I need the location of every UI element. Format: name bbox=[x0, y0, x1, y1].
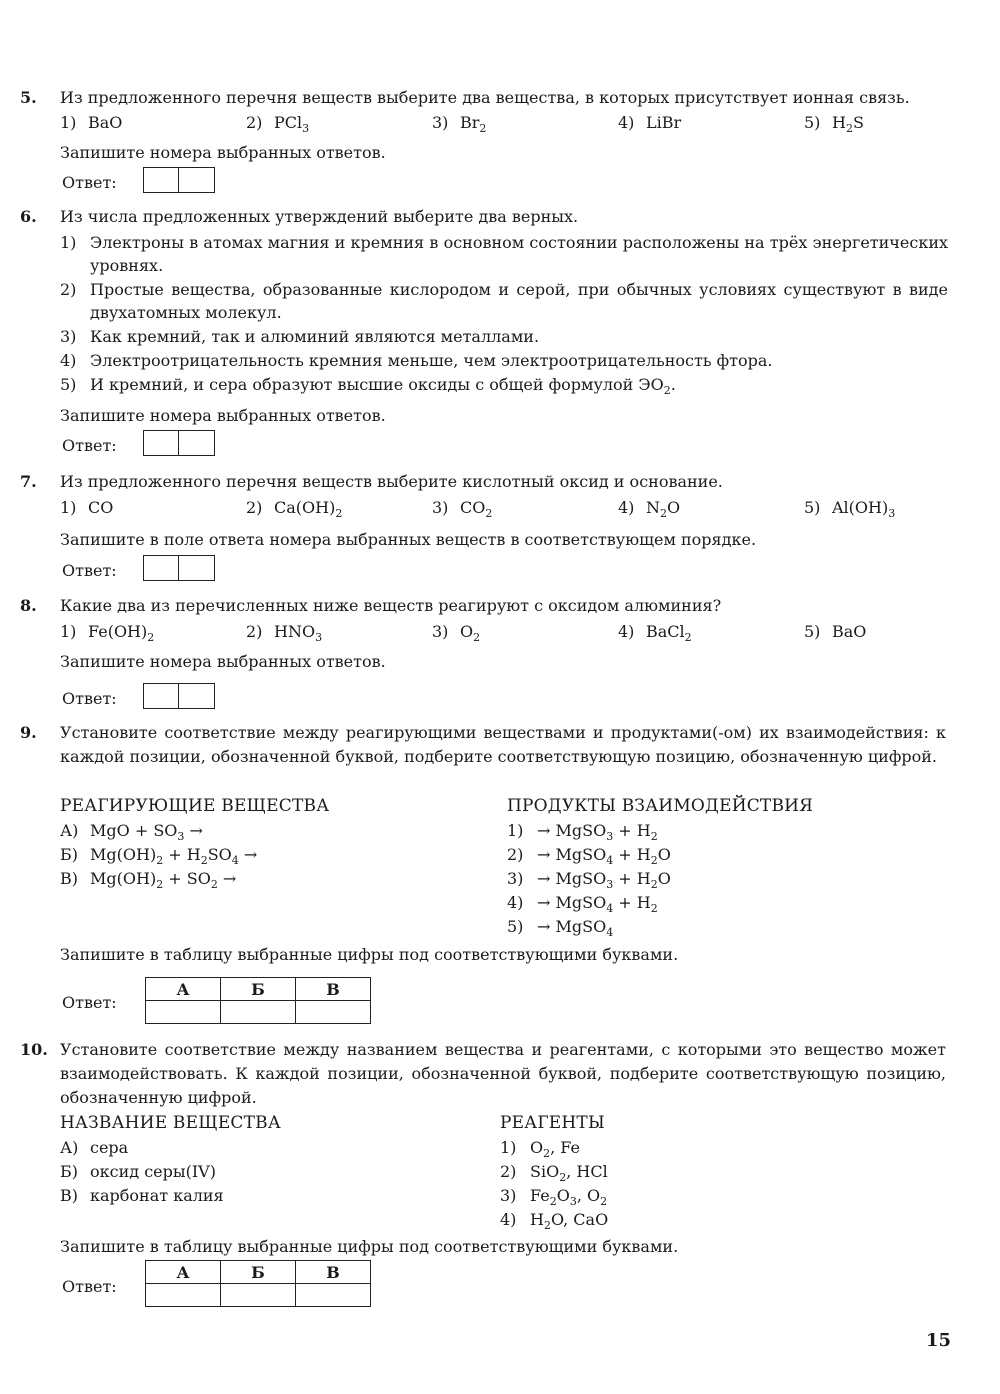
option: 5) BaO bbox=[804, 622, 867, 641]
question-text: Из числа предложенных утверждений выберите два верных. bbox=[60, 207, 579, 226]
answer-table bbox=[145, 977, 371, 1024]
answer-label: Ответ: bbox=[62, 173, 117, 192]
answer-box-1[interactable] bbox=[143, 555, 179, 581]
option: 2) $Ca(OH)_2$ bbox=[246, 498, 343, 520]
instruction: Запишите в поле ответа номера выбранных веществ в соответствующем порядке. bbox=[60, 530, 757, 549]
answer-label: Ответ: bbox=[62, 561, 117, 580]
product-item: 1) → MgSO$_3$ + $H_2$ bbox=[507, 821, 658, 843]
option: 2) $HNO_3$ bbox=[246, 622, 323, 644]
question-text: Какие два из перечисленных ниже веществ реагируют с оксидом алюминия? bbox=[60, 596, 722, 615]
reagent-item: 1) $O_2$, Fe bbox=[500, 1138, 580, 1160]
question-text: Из предложенного перечня веществ выберите два вещества, в которых присутствует ионная связь. bbox=[60, 88, 910, 107]
answer-box-1[interactable] bbox=[143, 683, 179, 709]
option: 5) $H_2S$ bbox=[804, 113, 864, 135]
question-text: Установите соответствие между названием вещества и реагентами, с которыми это вещество может взаимодействовать. К каждой позиции, обозначенной буквой, подберите соответствующую позицию, обозначенную цифрой. bbox=[60, 1040, 946, 1107]
option: 3) $O_2$ bbox=[432, 622, 481, 644]
substance-item: А) сера bbox=[60, 1138, 129, 1157]
answer-cell-b[interactable] bbox=[221, 1001, 296, 1024]
option: 3) $Br_2$ bbox=[432, 113, 487, 135]
question-number: 8. bbox=[20, 596, 37, 615]
answer-box-2[interactable] bbox=[179, 430, 215, 456]
option: 1) BaO bbox=[60, 113, 123, 132]
option: 1) $Fe(OH)_2$ bbox=[60, 622, 155, 644]
answer-box-1[interactable] bbox=[143, 430, 179, 456]
option: 4) LiBr bbox=[618, 113, 682, 132]
substance-item: В) карбонат калия bbox=[60, 1186, 224, 1205]
instruction: Запишите в таблицу выбранные цифры под соответствующими буквами. bbox=[60, 945, 679, 964]
reactant-item: Б) $Mg(OH)_2 + H_2SO_4$ → bbox=[60, 845, 258, 867]
option: 5) $Al(OH)_3$ bbox=[804, 498, 896, 520]
product-item: 4) → MgSO$_4$ + $H_2$ bbox=[507, 893, 658, 915]
product-item: 3) → MgSO$_3$ + $H_2O$ bbox=[507, 869, 671, 891]
question-text: Из предложенного перечня веществ выберите кислотный оксид и основание. bbox=[60, 472, 723, 491]
answer-boxes bbox=[143, 167, 215, 193]
reagent-item: 4) $H_2O$, CaO bbox=[500, 1210, 609, 1232]
answer-boxes bbox=[143, 683, 215, 709]
answer-label: Ответ: bbox=[62, 1277, 117, 1296]
table-header-a: А bbox=[146, 1261, 221, 1284]
left-column-heading: НАЗВАНИЕ ВЕЩЕСТВА bbox=[60, 1113, 281, 1133]
instruction: Запишите номера выбранных ответов. bbox=[60, 406, 386, 425]
statement: 4) Электроотрицательность кремния меньше, чем электроотрицательность фтора. bbox=[60, 351, 773, 370]
answer-box-2[interactable] bbox=[179, 167, 215, 193]
options-row bbox=[60, 111, 950, 135]
substance-item: Б) оксид серы(IV) bbox=[60, 1162, 216, 1181]
statement: 2) Простые вещества, образованные кислородом и серой, при обычных условиях существуют в виде двухатомных молекул. bbox=[60, 280, 948, 322]
answer-box-2[interactable] bbox=[179, 555, 215, 581]
left-column-heading: РЕАГИРУЮЩИЕ ВЕЩЕСТВА bbox=[60, 796, 330, 816]
answer-label: Ответ: bbox=[62, 993, 117, 1012]
statement: 1) Электроны в атомах магния и кремния в основном состоянии расположены на трёх энергетических уровнях. bbox=[60, 233, 948, 275]
answer-label: Ответ: bbox=[62, 689, 117, 708]
question-number: 9. bbox=[20, 723, 37, 742]
answer-box-2[interactable] bbox=[179, 683, 215, 709]
answer-cell-v[interactable] bbox=[296, 1001, 371, 1024]
option: 4) $N_2O$ bbox=[618, 498, 681, 520]
table-header-b: Б bbox=[221, 978, 296, 1001]
instruction: Запишите номера выбранных ответов. bbox=[60, 652, 386, 671]
table-header-b: Б bbox=[221, 1261, 296, 1284]
answer-table bbox=[145, 1260, 371, 1307]
table-header-v: В bbox=[296, 978, 371, 1001]
reagent-item: 2) SiO$_2$, HCl bbox=[500, 1162, 608, 1184]
option: 2) PCl$_3$ bbox=[246, 113, 310, 135]
answer-label: Ответ: bbox=[62, 436, 117, 455]
answer-cell-b[interactable] bbox=[221, 1284, 296, 1307]
answer-box-1[interactable] bbox=[143, 167, 179, 193]
right-column-heading: РЕАГЕНТЫ bbox=[500, 1113, 605, 1133]
answer-boxes bbox=[143, 430, 215, 456]
question-number: 10. bbox=[20, 1040, 48, 1059]
question-number: 5. bbox=[20, 88, 37, 107]
instruction: Запишите номера выбранных ответов. bbox=[60, 143, 386, 162]
option: 1) CO bbox=[60, 498, 114, 517]
answer-cell-a[interactable] bbox=[146, 1001, 221, 1024]
statement: 5) И кремний, и сера образуют высшие оксиды с общей формулой $ЭО_2$. bbox=[60, 375, 676, 397]
question-number: 6. bbox=[20, 207, 37, 226]
reagent-item: 3) $Fe_2O_3$, $O_2$ bbox=[500, 1186, 608, 1208]
option: 3) $CO_2$ bbox=[432, 498, 493, 520]
answer-cell-a[interactable] bbox=[146, 1284, 221, 1307]
statement: 3) Как кремний, так и алюминий являются металлами. bbox=[60, 327, 540, 346]
product-item: 5) → MgSO$_4$ bbox=[507, 917, 614, 939]
table-header-a: А bbox=[146, 978, 221, 1001]
options-row bbox=[60, 496, 950, 520]
product-item: 2) → MgSO$_4$ + $H_2O$ bbox=[507, 845, 671, 867]
question-text: Установите соответствие между реагирующими веществами и продуктами(-ом) их взаимодействия: к каждой позиции, обозначенной буквой, подберите соответствующую позицию, обозначенную цифрой. bbox=[60, 723, 946, 766]
reactant-item: А) MgO + $SO_3$ → bbox=[60, 821, 203, 843]
answer-cell-v[interactable] bbox=[296, 1284, 371, 1307]
question-number: 7. bbox=[20, 472, 37, 491]
page-number: 15 bbox=[926, 1330, 952, 1351]
instruction: Запишите в таблицу выбранные цифры под соответствующими буквами. bbox=[60, 1237, 679, 1256]
right-column-heading: ПРОДУКТЫ ВЗАИМОДЕЙСТВИЯ bbox=[507, 796, 814, 816]
option: 4) BaCl$_2$ bbox=[618, 622, 692, 644]
answer-boxes bbox=[143, 555, 215, 581]
reactant-item: В) $Mg(OH)_2 + SO_2$ → bbox=[60, 869, 237, 891]
options-row bbox=[60, 620, 950, 644]
table-header-v: В bbox=[296, 1261, 371, 1284]
